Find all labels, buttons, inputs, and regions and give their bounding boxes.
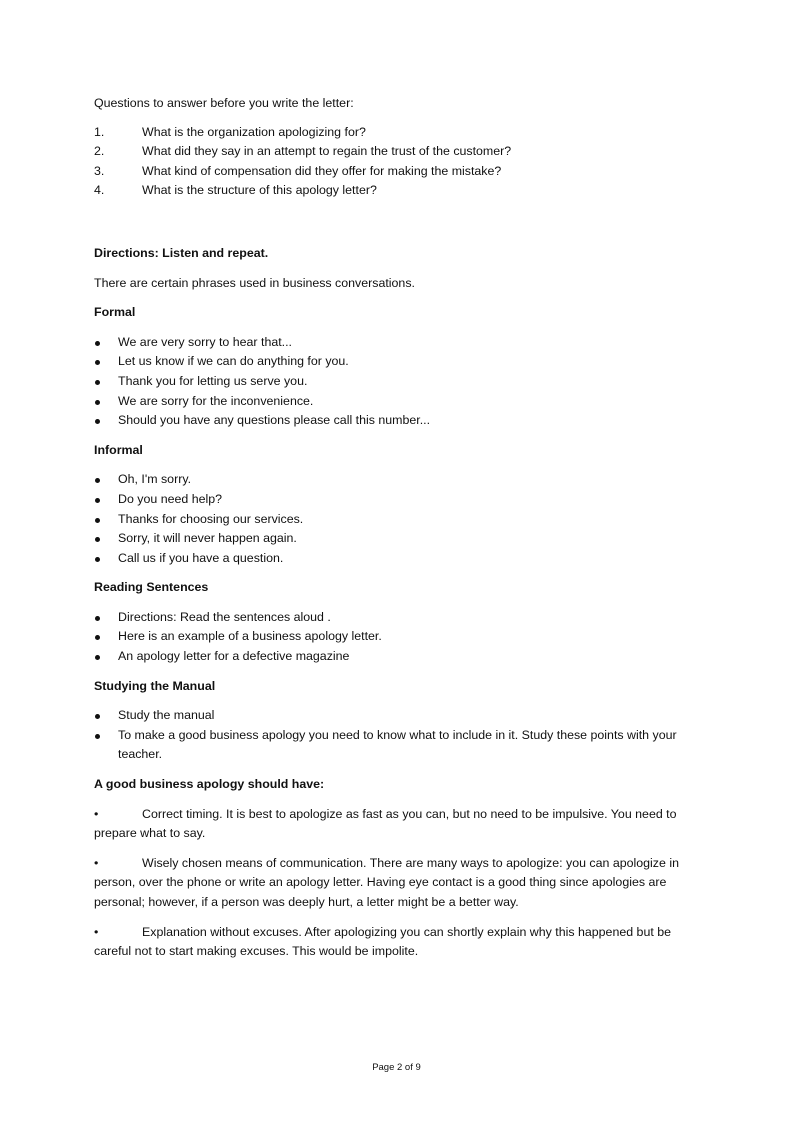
list-item: An apology letter for a defective magazine bbox=[94, 647, 704, 667]
list-item: Let us know if we can do anything for you. bbox=[94, 352, 704, 372]
list-item: Directions: Read the sentences aloud . bbox=[94, 608, 704, 628]
item-text: What kind of compensation did they offer for making the mistake? bbox=[142, 163, 502, 178]
list-item: Oh, I'm sorry. bbox=[94, 470, 704, 490]
item-number: 1. bbox=[94, 124, 105, 139]
list-item: Call us if you have a question. bbox=[94, 549, 704, 569]
informal-list bbox=[94, 470, 704, 568]
list-item: We are sorry for the inconvenience. bbox=[94, 392, 704, 412]
apology-paragraph: • Correct timing. It is best to apologize as fast as you can, but no need to be impulsive. You need to prepare what to say. bbox=[94, 806, 677, 841]
directions-text: There are certain phrases used in business conversations. bbox=[94, 275, 415, 290]
bullet-icon bbox=[95, 478, 100, 483]
directions-heading: Directions: Listen and repeat. bbox=[94, 245, 269, 260]
bullet-icon bbox=[95, 616, 100, 621]
bullet-icon: • bbox=[94, 924, 99, 939]
manual-heading: Studying the Manual bbox=[94, 678, 216, 693]
list-item: Here is an example of a business apology letter. bbox=[94, 627, 704, 647]
apology-heading: A good business apology should have: bbox=[94, 777, 325, 792]
bullet-icon bbox=[95, 400, 100, 405]
bullet-icon bbox=[95, 380, 100, 385]
bullet-icon bbox=[95, 341, 100, 346]
item-number: 3. bbox=[94, 163, 105, 178]
list-item: We are very sorry to hear that... bbox=[94, 333, 704, 353]
list-item bbox=[94, 142, 704, 162]
item-number: 4. bbox=[94, 183, 105, 198]
apology-paragraph: • Wisely chosen means of communication. There are many ways to apologize: you can apologize in person, over the phone or write an apology letter. Having eye contact is a good thing since apologies are personal; however, if a person was deeply hurt, a letter might be a better way. bbox=[94, 855, 679, 909]
list-item: Sorry, it will never happen again. bbox=[94, 529, 704, 549]
list-item bbox=[94, 181, 704, 201]
list-item: Thanks for choosing our services. bbox=[94, 510, 704, 530]
bullet-icon bbox=[95, 498, 100, 503]
item-text: What is the organization apologizing for? bbox=[142, 124, 366, 139]
bullet-icon: • bbox=[94, 806, 99, 821]
apology-paragraph: • Explanation without excuses. After apologizing you can shortly explain why this happened but be careful not to start making excuses. This would be impolite. bbox=[94, 924, 672, 959]
bullet-icon bbox=[95, 714, 100, 719]
formal-list bbox=[94, 333, 704, 431]
page-footer: Page 2 of 9 bbox=[372, 1062, 421, 1073]
document-page bbox=[94, 94, 704, 972]
bullet-icon bbox=[95, 518, 100, 523]
list-item: Thank you for letting us serve you. bbox=[94, 372, 704, 392]
bullet-icon bbox=[95, 734, 100, 739]
bullet-icon bbox=[95, 635, 100, 640]
item-text: What did they say in an attempt to regain the trust of the customer? bbox=[142, 144, 512, 159]
bullet-icon: • bbox=[94, 855, 99, 870]
bullet-icon bbox=[95, 655, 100, 660]
informal-heading: Informal bbox=[94, 442, 143, 457]
list-item: Study the manual bbox=[94, 706, 704, 726]
bullet-icon bbox=[95, 557, 100, 562]
formal-heading: Formal bbox=[94, 305, 136, 320]
item-text: What is the structure of this apology letter? bbox=[142, 183, 377, 198]
manual-list bbox=[94, 706, 704, 765]
item-number: 2. bbox=[94, 144, 105, 159]
list-item: Do you need help? bbox=[94, 490, 704, 510]
list-item bbox=[94, 162, 704, 182]
reading-heading: Reading Sentences bbox=[94, 580, 209, 595]
bullet-icon bbox=[95, 419, 100, 424]
questions-list bbox=[94, 123, 704, 201]
bullet-icon bbox=[95, 360, 100, 365]
intro-text: Questions to answer before you write the letter: bbox=[94, 96, 354, 110]
reading-list bbox=[94, 608, 704, 667]
list-item: Should you have any questions please call this number... bbox=[94, 411, 704, 431]
list-item bbox=[94, 123, 704, 143]
bullet-icon bbox=[95, 537, 100, 542]
list-item: To make a good business apology you need to know what to include in it. Study these points with your teacher. bbox=[94, 726, 704, 765]
